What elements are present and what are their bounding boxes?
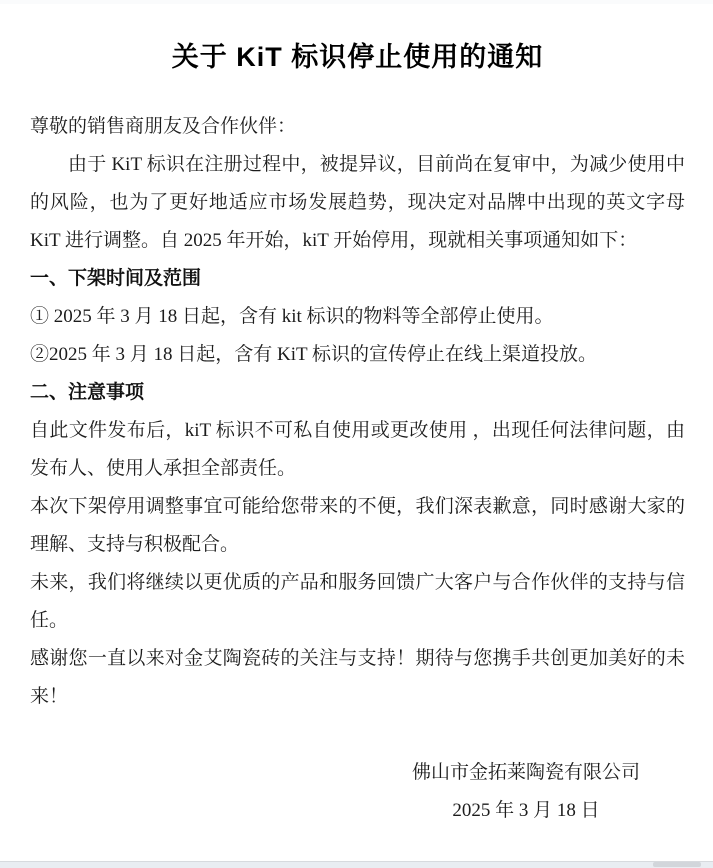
section2-paragraph-3: 未来，我们将继续以更优质的产品和服务回馈广大客户与合作伙伴的支持与信任。 (30, 572, 685, 631)
section2-heading: 二、注意事项 (30, 382, 145, 403)
section1-heading: 一、下架时间及范围 (30, 268, 202, 289)
notice-title: 关于 KiT 标识停止使用的通知 (171, 42, 544, 72)
notice-body (30, 108, 685, 716)
section2-paragraph-2: 本次下架停用调整事宜可能给您带来的不便，我们深表歉意，同时感谢大家的理解、支持与积极配合。 (30, 496, 685, 555)
salutation: 尊敬的销售商朋友及合作伙伴： (30, 116, 297, 137)
section1-item-2: ②2025 年 3 月 18 日起，含有 KiT 标识的宣传停止在线上渠道投放。 (30, 344, 598, 365)
signature-date: 2025 年 3 月 18 日 (452, 800, 600, 821)
signature-block (406, 754, 646, 830)
scrollbar-thumb[interactable] (653, 862, 701, 867)
horizontal-scrollbar[interactable] (0, 861, 713, 868)
document-content (30, 0, 685, 830)
intro-paragraph: 由于 KiT 标识在注册过程中，被提异议，目前尚在复审中，为减少使用中的风险，也为了更好地适应市场发展趋势，现决定对品牌中出现的英文字母 KiT 进行调整。自 2025 年开始，kiT 开始停用，现就相关事项通知如下： (30, 154, 685, 251)
section2-paragraph-1: 自此文件发布后，kiT 标识不可私自使用或更改使用 ，出现任何法律问题，由发布人、使用人承担全部责任。 (30, 420, 685, 479)
section2-paragraph-4: 感谢您一直以来对金艾陶瓷砖的关注与支持！期待与您携手共创更加美好的未来！ (30, 648, 685, 707)
signature-company: 佛山市金拓莱陶瓷有限公司 (411, 762, 640, 783)
section1-item-1: ① 2025 年 3 月 18 日起，含有 kit 标识的物料等全部停止使用。 (30, 306, 554, 327)
